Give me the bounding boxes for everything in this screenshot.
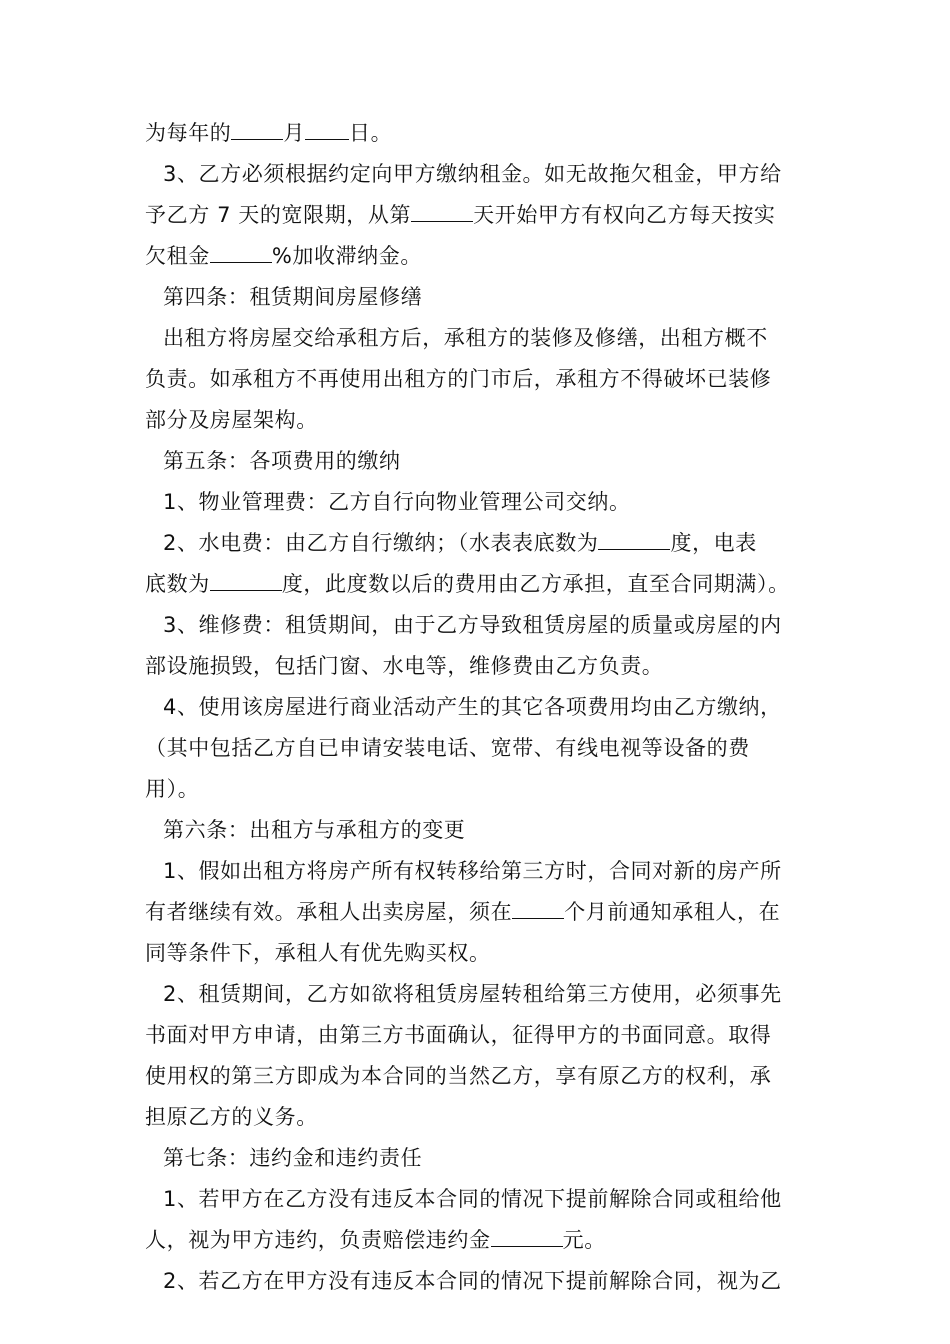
text: 2、水电费：由乙方自行缴纳；（水表表底数为 <box>163 531 599 555</box>
clause-line-19 <box>163 851 782 891</box>
clause-line-29 <box>163 1261 782 1301</box>
text: 第七条：违约金和违约责任 <box>163 1146 423 1170</box>
clause-line-8 <box>145 400 318 440</box>
text: 予乙方 7 天的宽限期，从第 <box>145 203 412 227</box>
text: 3、乙方必须根据约定向甲方缴纳租金。如无故拖欠租金，甲方给 <box>163 162 782 186</box>
blank-penalty-amount[interactable] <box>491 1226 563 1247</box>
text: %加收滞纳金。 <box>271 244 422 268</box>
clause-line-7 <box>145 359 771 399</box>
text: 月 <box>283 121 306 145</box>
text: 有者继续有效。承租人出卖房屋，须在 <box>145 900 513 924</box>
clause-line-6 <box>163 318 768 358</box>
text: 度，电表 <box>670 531 757 555</box>
text: 天开始甲方有权向乙方每天按实 <box>473 203 776 227</box>
text: 担原乙方的义务。 <box>145 1105 318 1129</box>
text: 第五条：各项费用的缴纳 <box>163 449 401 473</box>
blank-late-fee-percent[interactable] <box>210 242 272 263</box>
text: 部分及房屋架构。 <box>145 408 318 432</box>
clause-line-14 <box>145 646 663 686</box>
text: 人，视为甲方违约，负责赔偿违约金 <box>145 1228 491 1252</box>
clause-line-28 <box>145 1220 606 1260</box>
text: 书面对甲方申请，由第三方书面确认，征得甲方的书面同意。取得 <box>145 1023 772 1047</box>
section-heading-4 <box>163 277 422 317</box>
text: 个月前通知承租人，在 <box>564 900 781 924</box>
text: 1、假如出租方将房产所有权转移给第三方时，合同对新的房产所 <box>163 859 782 883</box>
clause-line-12 <box>145 564 790 604</box>
text: 出租方将房屋交给承租方后，承租方的装修及修缮，出租方概不 <box>163 326 768 350</box>
clause-line-16 <box>145 728 750 768</box>
clause-line-27 <box>163 1179 782 1219</box>
text: 同等条件下，承租人有优先购买权。 <box>145 941 491 965</box>
clause-line-17 <box>145 769 199 809</box>
blank-day[interactable] <box>305 119 349 140</box>
text: 2、租赁期间，乙方如欲将租赁房屋转租给第三方使用，必须事先 <box>163 982 782 1006</box>
clause-line-21 <box>145 933 491 973</box>
blank-water-meter[interactable] <box>598 529 670 550</box>
text: 负责。如承租方不再使用出租方的门市后，承租方不得破坏已装修 <box>145 367 772 391</box>
text: 4、使用该房屋进行商业活动产生的其它各项费用均由乙方缴纳， <box>163 695 782 719</box>
text: 欠租金 <box>145 244 210 268</box>
blank-grace-day[interactable] <box>411 201 473 222</box>
text: 为每年的 <box>145 121 232 145</box>
text: 使用权的第三方即成为本合同的当然乙方，享有原乙方的权利，承 <box>145 1064 772 1088</box>
text: 日。 <box>349 121 393 145</box>
section-heading-6 <box>163 810 465 850</box>
text: 第四条：租赁期间房屋修缮 <box>163 285 423 309</box>
clause-line-15 <box>163 687 782 727</box>
text: 度，此度数以后的费用由乙方承担，直至合同期满）。 <box>281 572 790 596</box>
text: 1、物业管理费：乙方自行向物业管理公司交纳。 <box>163 490 631 514</box>
blank-electric-meter[interactable] <box>210 570 282 591</box>
clause-line-23 <box>145 1015 771 1055</box>
text: 1、若甲方在乙方没有违反本合同的情况下提前解除合同或租给他 <box>163 1187 782 1211</box>
clause-line-2 <box>163 154 782 194</box>
blank-month[interactable] <box>231 119 283 140</box>
clause-line-1 <box>145 113 392 153</box>
blank-notice-months[interactable] <box>512 898 564 919</box>
clause-line-10 <box>163 482 631 522</box>
clause-line-13 <box>163 605 782 645</box>
clause-line-11 <box>163 523 757 563</box>
clause-line-20 <box>145 892 780 932</box>
section-heading-7 <box>163 1138 422 1178</box>
text: 元。 <box>562 1228 606 1252</box>
clause-line-24 <box>145 1056 771 1096</box>
clause-line-4 <box>145 236 422 276</box>
text: （其中包括乙方自已申请安装电话、宽带、有线电视等设备的费 <box>145 736 750 760</box>
clause-line-22 <box>163 974 782 1014</box>
text: 底数为 <box>145 572 210 596</box>
text: 部设施损毁，包括门窗、水电等，维修费由乙方负责。 <box>145 654 664 678</box>
clause-line-3 <box>145 195 776 235</box>
text: 用）。 <box>145 777 200 801</box>
text: 2、若乙方在甲方没有违反本合同的情况下提前解除合同，视为乙 <box>163 1269 782 1293</box>
section-heading-5 <box>163 441 401 481</box>
text: 3、维修费：租赁期间，由于乙方导致租赁房屋的质量或房屋的内 <box>163 613 782 637</box>
text: 第六条：出租方与承租方的变更 <box>163 818 466 842</box>
clause-line-25 <box>145 1097 318 1137</box>
